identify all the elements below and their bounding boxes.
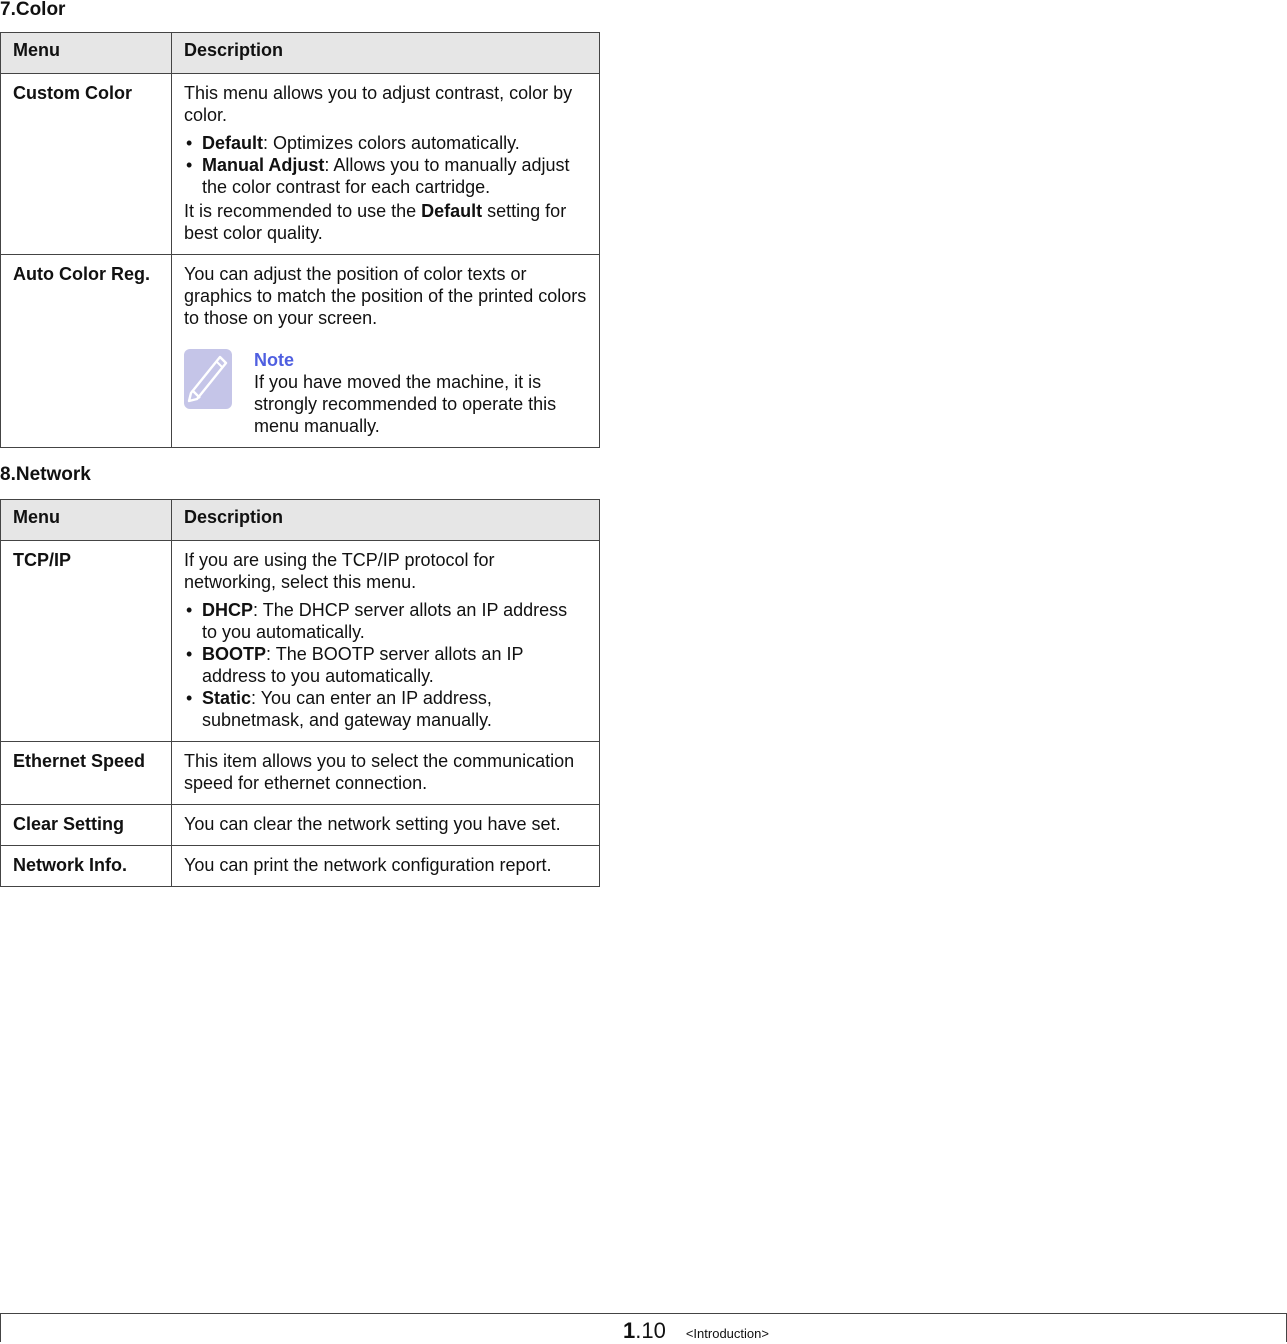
table-row [1, 74, 600, 255]
option-term: Manual Adjust [202, 155, 325, 175]
list-item [184, 643, 587, 687]
option-text: : The DHCP server allots an IP address to you automatically. [202, 600, 568, 642]
recommendation-suffix: setting for best color quality. [184, 201, 567, 243]
note-pencil-icon [184, 349, 232, 409]
table-row [1, 541, 600, 742]
menu-name-network-info: Network Info. [1, 846, 172, 887]
list-item [184, 132, 587, 154]
page-number-area [623, 1318, 769, 1344]
option-list [184, 132, 587, 198]
menu-name-clear-setting: Clear Setting [1, 805, 172, 846]
recommendation-term: Default [421, 201, 483, 221]
description-auto-color-reg [172, 255, 600, 448]
description-column-header: Description [172, 500, 600, 541]
color-section-title: 7.Color [0, 0, 66, 20]
list-item [184, 154, 587, 198]
option-term: DHCP [202, 600, 254, 620]
description-text: If you are using the TCP/IP protocol for networking, select this menu. [184, 550, 495, 592]
page-number: .10 [635, 1318, 666, 1343]
page-footer [0, 1313, 1287, 1342]
menu-name-tcpip: TCP/IP [1, 541, 172, 742]
network-menu-table [0, 499, 600, 887]
table-header-row [1, 33, 600, 74]
menu-name-ethernet-speed: Ethernet Speed [1, 742, 172, 805]
table-row [1, 846, 600, 887]
option-text: : The BOOTP server allots an IP address to you automatically. [202, 644, 524, 686]
description-text: This menu allows you to adjust contrast, color by color. [184, 83, 573, 125]
description-clear-setting: You can clear the network setting you have set. [172, 805, 600, 846]
table-row [1, 742, 600, 805]
table-header-row [1, 500, 600, 541]
option-term: Default [202, 133, 264, 153]
description-text: You can adjust the position of color texts or graphics to match the position of the printed colors to those on your screen. [184, 264, 587, 328]
option-list [184, 599, 587, 731]
option-term: Static [202, 688, 252, 708]
description-column-header: Description [172, 33, 600, 74]
recommendation-prefix: It is recommended to use the [184, 201, 422, 221]
network-section-title: 8.Network [0, 464, 91, 485]
option-term: BOOTP [202, 644, 267, 664]
menu-name-auto-color-reg: Auto Color Reg. [1, 255, 172, 448]
note-title: Note [254, 350, 294, 370]
description-custom-color [172, 74, 600, 255]
chapter-label: <Introduction> [685, 1326, 769, 1341]
menu-column-header: Menu [1, 500, 172, 541]
note-content [254, 349, 587, 437]
option-text: : Allows you to manually adjust the color contrast for each cartridge. [202, 155, 570, 197]
chapter-number: 1 [623, 1318, 636, 1343]
list-item [184, 687, 587, 731]
table-row [1, 255, 600, 448]
description-ethernet-speed: This item allows you to select the communication speed for ethernet connection. [172, 742, 600, 805]
color-menu-table [0, 32, 600, 448]
menu-column-header: Menu [1, 33, 172, 74]
note-box [184, 349, 587, 437]
option-text: : Optimizes colors automatically. [263, 133, 520, 153]
list-item [184, 599, 587, 643]
description-tcpip [172, 541, 600, 742]
recommendation-text [184, 200, 587, 244]
note-text: If you have moved the machine, it is strongly recommended to operate this menu manually. [254, 372, 557, 436]
description-network-info: You can print the network configuration report. [172, 846, 600, 887]
table-row [1, 805, 600, 846]
menu-name-custom-color: Custom Color [1, 74, 172, 255]
option-text: : You can enter an IP address, subnetmask, and gateway manually. [202, 688, 492, 730]
